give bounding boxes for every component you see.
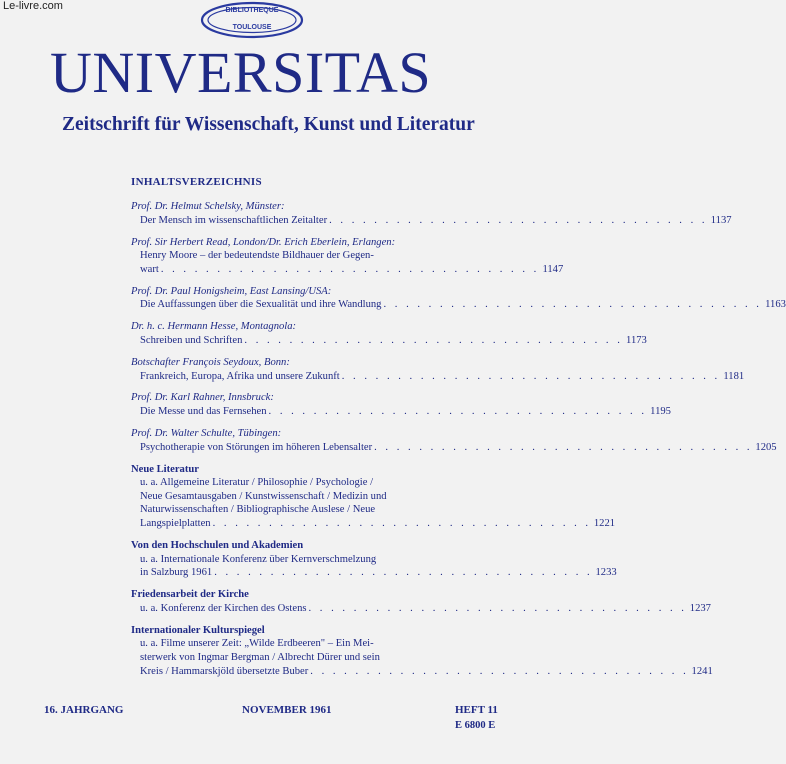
entry-text-line: u. a. Filme unserer Zeit: „Wilde Erdbeeren" – Ein Mei- [140,638,374,650]
leader-dots: . . . . . . . . . . . . . . . . . . . . . . . . . . . . . . . . . . [160,263,540,275]
toc-section [131,624,713,678]
entry-last-line [131,566,617,580]
entry-text: Kreis / Hammarskjöld übersetzte Buber [140,665,309,677]
page-number: 1163 [765,299,786,311]
magazine-title: UNIVERSITAS [50,40,432,105]
issue-label: HEFT 11 [455,704,498,716]
watermark: Le-livre.com [3,0,63,12]
entry-last-line [131,441,777,455]
stamp-top-text: BIBLIOTHEQUE [225,7,279,14]
page-number: 1241 [691,665,713,677]
article-author: Prof. Sir Herbert Read, London/Dr. Erich Eberlein, Erlangen: [131,236,396,248]
entry-last-line [131,334,647,348]
article-author: Prof. Dr. Karl Rahner, Innsbruck: [131,392,274,404]
article-author: Prof. Dr. Helmut Schelsky, Münster: [131,201,285,212]
page-number: 1195 [650,406,671,418]
leader-dots: . . . . . . . . . . . . . . . . . . . . . . . . . . . . . . . . . . [310,665,689,677]
page-number: 1233 [595,567,617,579]
article-author: Prof. Dr. Paul Honigsheim, East Lansing/USA: [131,285,332,297]
entry-text: Der Mensch im wissenschaftlichen Zeitalter [140,214,328,226]
toc-section [131,588,711,615]
article-author: Prof. Dr. Walter Schulte, Tübingen: [131,428,282,440]
entry-last-line [131,370,745,384]
entry-last-line [131,214,732,228]
table-of-contents [131,200,786,687]
toc-entry [131,285,786,312]
entry-text: Langspielplatten [140,518,211,530]
entry-text: Die Messe und das Fernsehen [140,406,267,418]
entry-text-line: Henry Moore – der bedeutendste Bildhauer der Gegen- [140,250,374,262]
page-number: 1205 [755,441,777,453]
entry-text: Die Auffassungen über die Sexualität und ihre Wandlung [140,299,382,311]
section-title: Von den Hochschulen und Akademien [131,540,304,551]
toc-section [131,539,617,580]
page-number: 1181 [723,370,745,382]
entry-last-line [131,665,713,679]
entry-text-line: Naturwissenschaften / Bibliographische Auslese / Neue [140,504,376,516]
toc-section [131,463,616,531]
leader-dots: . . . . . . . . . . . . . . . . . . . . . . . . . . . . . . . . . . [374,441,753,453]
entry-text: u. a. Konferenz der Kirchen des Ostens [140,602,307,614]
entry-last-line [131,263,564,277]
toc-entry [131,427,777,454]
entry-text: Schreiben und Schriften [140,334,243,346]
section-title: Friedensarbeit der Kirche [131,589,249,601]
entry-text-line: u. a. Allgemeine Literatur / Philosophie / Psychologie / [140,477,374,489]
entry-last-line [131,602,711,616]
toc-entry [131,236,564,277]
library-stamp [198,0,306,42]
page-number: 1237 [689,602,711,614]
article-author: Dr. h. c. Hermann Hesse, Montagnola: [131,321,297,333]
stamp-bottom-text: TOULOUSE [232,24,272,31]
toc-entry [131,391,671,418]
entry-last-line [131,405,671,419]
section-title: Internationaler Kulturspiegel [131,624,265,636]
leader-dots: . . . . . . . . . . . . . . . . . . . . . . . . . . . . . . . . . . [268,406,647,418]
page-number: 1221 [593,518,616,530]
price-label: E 6800 E [455,720,496,731]
toc-entry [131,356,745,383]
page-number: 1147 [542,263,564,275]
leader-dots: . . . . . . . . . . . . . . . . . . . . . . . . . . . . . . . . . . [244,334,623,346]
article-author: Botschafter François Seydoux, Bonn: [131,356,290,368]
toc-heading: INHALTSVERZEICHNIS [131,176,262,188]
entry-text: Psychotherapie von Störungen im höheren Lebensalter [140,441,373,453]
leader-dots: . . . . . . . . . . . . . . . . . . . . . . . . . . . . . . . . . . [214,567,593,579]
entry-text: wart [140,263,159,275]
entry-last-line [131,298,786,312]
page-number: 1173 [626,334,647,346]
leader-dots: . . . . . . . . . . . . . . . . . . . . . . . . . . . . . . . . . . [329,214,708,226]
leader-dots: . . . . . . . . . . . . . . . . . . . . . . . . . . . . . . . . . . [308,602,687,614]
toc-entry [131,320,647,347]
date-label: NOVEMBER 1961 [242,704,332,716]
entry-text: in Salzburg 1961 [140,567,213,579]
leader-dots: . . . . . . . . . . . . . . . . . . . . . . . . . . . . . . . . . . [383,299,762,311]
entry-text: Frankreich, Europa, Afrika und unsere Zukunft [140,370,340,382]
entry-last-line [131,517,616,531]
entry-text-line: u. a. Internationale Konferenz über Kernverschmelzung [140,553,377,565]
section-title: Neue Literatur [131,463,199,475]
entry-text-line: Neue Gesamtausgaben / Kunstwissenschaft / Medizin und [140,490,387,502]
leader-dots: . . . . . . . . . . . . . . . . . . . . . . . . . . . . . . . . . . [341,370,721,382]
leader-dots: . . . . . . . . . . . . . . . . . . . . . . . . . . . . . . . . . . [212,518,592,530]
page-number: 1137 [710,214,732,226]
entry-text-line: sterwerk von Ingmar Bergman / Albrecht Dürer und sein [140,651,380,663]
magazine-subtitle: Zeitschrift für Wissenschaft, Kunst und Literatur [62,114,475,135]
volume-label: 16. JAHRGANG [44,704,124,716]
toc-entry [131,200,732,227]
